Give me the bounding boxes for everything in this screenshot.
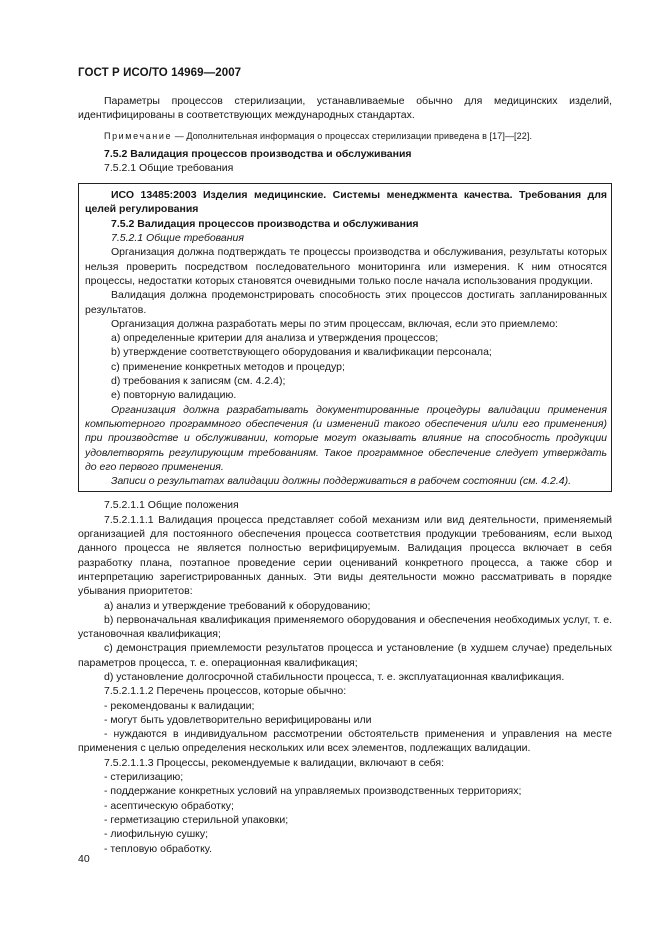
dash-item: - тепловую обработку. <box>104 842 212 855</box>
quote-list-item: е) повторную валидацию. <box>111 389 237 402</box>
intro-paragraph: Параметры процессов стерилизации, устанавливаемые обычно для медицинских изделий, идентифицированы в соответствующих международных стандартах. <box>78 95 612 122</box>
dash-item: - асептическую обработку; <box>104 799 234 812</box>
section-heading: 7.5.2 Валидация процессов производства и обслуживания <box>104 147 412 160</box>
quote-list-item: с) применение конкретных методов и процедур; <box>111 360 345 373</box>
dash-item: - стерилизацию; <box>104 771 184 784</box>
quote-paragraph: Организация должна подтверждать те процессы производства и обслуживания, результаты которых нельзя проверить посредством последовательного мониторинга или измерения. К ним относятся процессы, недостатки которых становятся очевидными только после начала использования продукции. <box>85 246 607 287</box>
dash-item: - нуждаются в индивидуальном рассмотрении обстоятельств применения и управления на месте применения с целью определения нескольких или всех элементов, подлежащих валидации. <box>78 728 612 755</box>
quote-heading: 7.5.2 Валидация процессов производства и обслуживания <box>111 217 419 230</box>
quote-box <box>78 183 612 492</box>
page-number: 40 <box>78 853 90 865</box>
priority-item: d) установление долгосрочной стабильности процесса, т. е. эксплуатационная квалификация. <box>104 670 565 683</box>
dash-item: - герметизацию стерильной упаковки; <box>104 813 289 826</box>
quote-title: ИСО 13485:2003 Изделия медицинские. Системы менеджмента качества. Требования для целей регулирования <box>85 189 607 216</box>
clause-paragraph: 7.5.2.1.1.3 Процессы, рекомендуемые к валидации, включают в себя: <box>104 756 445 769</box>
dash-item: - поддержание конкретных условий на управляемых производственных территориях; <box>104 785 522 798</box>
section-subheading: 7.5.2.1 Общие требования <box>104 161 234 174</box>
quote-paragraph: Записи о результатах валидации должны поддерживаться в рабочем состоянии (см. 4.2.4). <box>111 475 571 488</box>
document-header: ГОСТ Р ИСО/ТО 14969—2007 <box>78 67 242 79</box>
quote-list-item: d) требования к записям (см. 4.2.4); <box>111 375 286 388</box>
quote-paragraph: Организация должна разрабатывать документированные процедуры валидации применения компьютерного программного обеспечения (и изменений такого обеспечения и/или его применения) при производстве и обслуживании, которые могут оказывать влияние на способность продукции удовлетворять регулирующим требованиям. Такое программное обеспечение следует утверждать до его первого применения. <box>85 403 607 473</box>
priority-item: а) анализ и утверждение требований к оборудованию; <box>104 599 371 612</box>
quote-paragraph: Организация должна разработать меры по этим процессам, включая, если это приемлемо: <box>111 317 558 330</box>
note-label: Примечание <box>104 130 173 141</box>
dash-item: - могут быть удовлетворительно верифицированы или <box>104 713 372 726</box>
note <box>78 130 612 142</box>
clause-paragraph: 7.5.2.1.1.1 Валидация процесса представляет собой механизм или вид деятельности, применяемый организацией для постоянного обеспечения процесса соответствия продукции требованиям, если выход данного процесса не является полностью верифицируемым. Валидация процесса включает в себя разработку плана, поэтапное проведение серии оцениваний конкретного процесса, а также сбор и интерпретацию зарегистрированных данных. Эти виды деятельности можно рассматривать в порядке убывания приоритетов: <box>78 513 612 598</box>
dash-item: - лиофильную сушку; <box>104 828 208 841</box>
page-content <box>78 94 612 856</box>
dash-item: - рекомендованы к валидации; <box>104 699 255 712</box>
quote-subheading: 7.5.2.1 Общие требования <box>111 232 245 245</box>
quote-list-item: а) определенные критерии для анализа и утверждения процессов; <box>111 332 439 345</box>
quote-list-item: b) утверждение соответствующего оборудования и квалификации персонала; <box>111 346 492 359</box>
clause-paragraph: 7.5.2.1.1.2 Перечень процессов, которые обычно: <box>104 685 347 698</box>
priority-item: с) демонстрация приемлемости результатов процесса и установление (в худшем случае) предельных параметров процесса, т. е. операционная квалификация; <box>78 642 612 669</box>
note-text: — Дополнительная информация о процессах стерилизации приведена в [17]—[22]. <box>172 130 533 141</box>
quote-paragraph: Валидация должна продемонстрировать способность этих процессов достигать запланированных результатов. <box>85 289 607 316</box>
priority-item: b) первоначальная квалификация применяемого оборудования и обеспечения необходимых услуг, т. е. установочная квалификация; <box>78 613 612 641</box>
general-heading: 7.5.2.1.1 Общие положения <box>104 499 239 512</box>
